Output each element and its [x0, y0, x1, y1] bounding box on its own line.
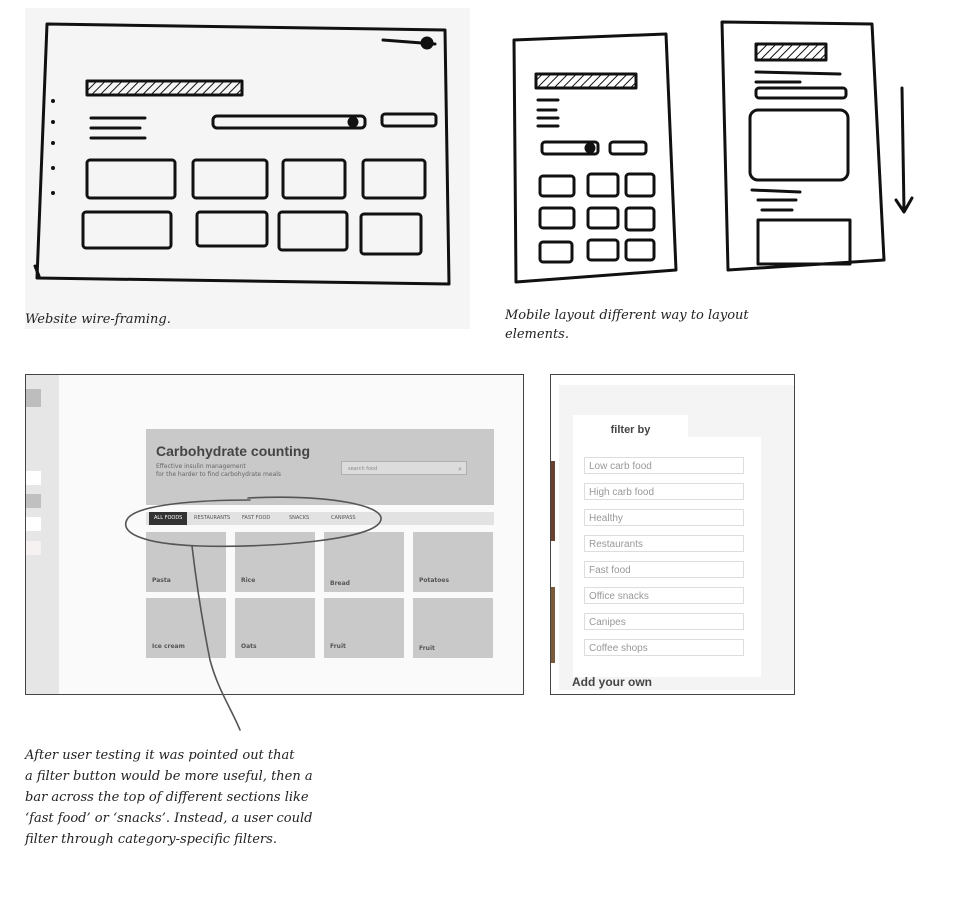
- filter-panel: [573, 437, 761, 677]
- note-line: a filter button would be more useful, then a: [25, 769, 313, 784]
- subtitle-line1: Effective insulin management: [156, 463, 246, 470]
- card-label: Pasta: [152, 577, 171, 584]
- left-edge-image: [551, 587, 555, 663]
- search-icon[interactable]: ⌕: [458, 465, 462, 473]
- filter-mockup: [550, 374, 795, 695]
- filter-option[interactable]: Coffee shops: [584, 639, 744, 656]
- filter-option[interactable]: Healthy: [584, 509, 744, 526]
- note-line: bar across the top of different sections like: [25, 790, 309, 805]
- filter-option[interactable]: Canipes: [584, 613, 744, 630]
- tab-canipass[interactable]: CANIPASS: [331, 515, 356, 521]
- filter-option[interactable]: Restaurants: [584, 535, 744, 552]
- left-edge-image: [551, 461, 555, 541]
- subtitle-line2: for the harder to find carbohydrate meals: [156, 471, 282, 478]
- card-label: Rice: [241, 577, 256, 584]
- filter-option[interactable]: High carb food: [584, 483, 744, 500]
- card-label: Fruit: [330, 643, 346, 650]
- search-placeholder: search food: [348, 466, 378, 472]
- tab-fast-food[interactable]: FAST FOOD: [242, 515, 271, 521]
- filter-option[interactable]: Low carb food: [584, 457, 744, 474]
- testing-note: [25, 745, 313, 850]
- highlight-ellipse: [126, 497, 381, 546]
- annotation-connector: [192, 546, 240, 730]
- page-title: Carbohydrate counting: [156, 443, 311, 459]
- card-label: Fruit: [419, 645, 435, 652]
- card-label: Ice cream: [152, 643, 185, 650]
- filter-by-tab[interactable]: filter by: [573, 415, 688, 439]
- filter-option[interactable]: Fast food: [584, 561, 744, 578]
- card-label: Potatoes: [419, 577, 450, 584]
- website-caption: Website wire-framing.: [25, 312, 171, 327]
- tab-all-foods[interactable]: ALL FOODS: [149, 512, 187, 525]
- filter-option[interactable]: Office snacks: [584, 587, 744, 604]
- tab-restaurants[interactable]: RESTAURANTS: [194, 515, 231, 521]
- mobile-caption-line2: elements.: [505, 327, 569, 342]
- card-label: Bread: [330, 580, 350, 587]
- note-line: ‘fast food’ or ‘snacks’. Instead, a user could: [25, 811, 313, 826]
- note-line: After user testing it was pointed out that: [25, 748, 295, 763]
- card-label: Oats: [241, 643, 257, 650]
- tab-snacks[interactable]: SNACKS: [289, 515, 310, 521]
- mobile-caption-line1: Mobile layout different way to layout: [505, 308, 749, 323]
- note-line: filter through category-specific filters.: [25, 832, 277, 847]
- add-your-own-button[interactable]: Add your own: [572, 675, 652, 689]
